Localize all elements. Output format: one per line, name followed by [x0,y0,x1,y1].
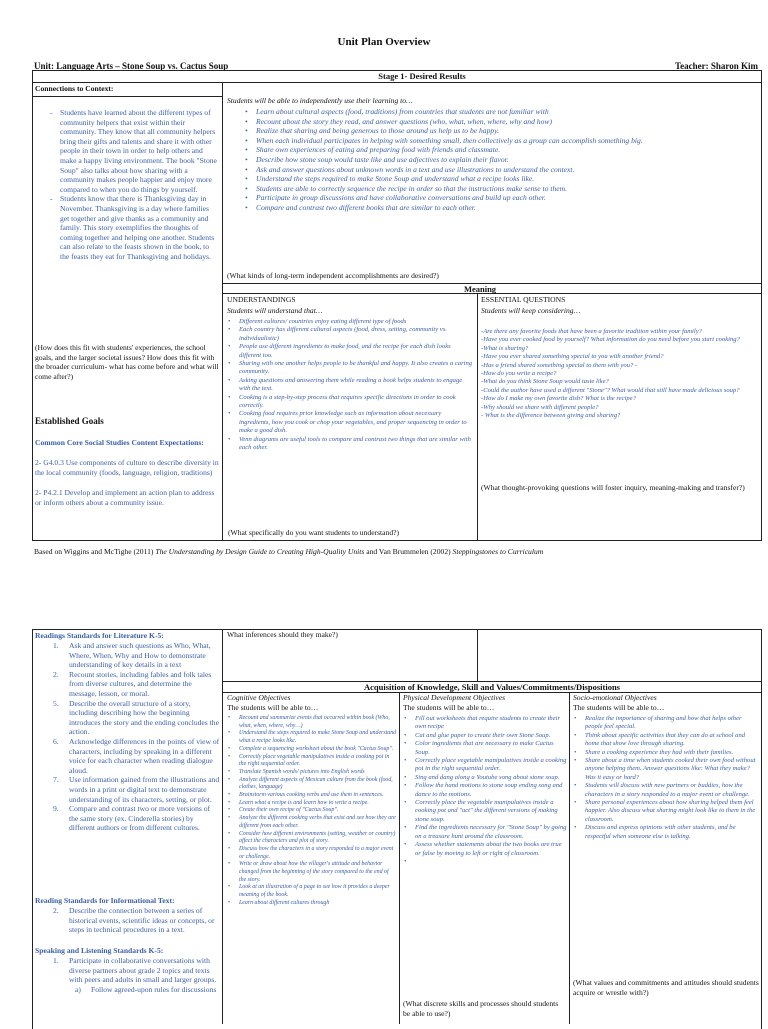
socio-item: • Realize the importance of sharing and how that helps other people feel special. [573,715,759,732]
meaning-header: Meaning [463,284,497,294]
transfer-item: • Understand the steps required to make Stone Soup and understand what a recipe looks like. [244,174,744,184]
eq-item: -Are there any favorite foods that have been a favorite tradition within your family? [481,328,702,335]
understanding-item: • Sharing with one another helps people to be thankful and happy. It also creates a caring community. [227,360,473,377]
eq-prompt: (What thought-provoking questions will foster inquiry, meaning-making and transfer?) [481,483,745,492]
transfer-item: • Realize that sharing and being generous to those around us help us to be happy. [244,126,744,136]
eq-list [481,328,759,420]
cognitive-item: • Analyze the different cooking verbs that exist and see how they are different from each other. [227,815,397,830]
cognitive-item: • Brainstorm various cooking verbs and use them in sentences. [227,792,397,800]
physical-header: Physical Development Objectives [403,693,506,702]
transfer-item: • Recount about the story they read, and answer questions (who, what, when, where, why and how) [244,117,744,127]
transfer-prompt: (What kinds of long-term independent accomplishments are desired?) [227,271,439,280]
socio-item: • Discuss and express opinions with other students, and be respectful when someone else is talking. [573,824,759,841]
understanding-item: • Venn diagrams are useful tools to compare and contrast two things that are similar with each other. [227,436,473,453]
speak-standards-header: Speaking and Listening Standards K-5: [35,946,164,955]
goals-header: Established Goals [35,416,104,426]
cognitive-list [227,715,397,908]
lit-standard-item: 9. Compare and contrast two or more versions of the same story (ex. Cinderella stories) by different authors or from different cultures. [53,804,211,833]
cognitive-item: • Consider how different environments (setting, weather or country) affect the characters and plot of story. [227,831,397,846]
cognitive-item: • Create their own recipe of "Cactus Soup". [227,807,397,815]
understandings-header: UNDERSTANDINGS [227,295,296,304]
speak-standard-item: a) Follow agreed-upon rules for discussions [75,984,217,994]
goals-subheader: Common Core Social Studies Content Expectations: [35,438,204,447]
cognitive-item: • Understand the steps required to make Stone Soup and understand what a recipe looks like. [227,730,397,745]
transfer-item: • Compare and contrast two different books that are similar to each other. [244,203,744,213]
lit-standard-item: 7. Use information gained from the illustrations and words in a print or digital text to demonstrate understanding of its characters, setting, or plot. [53,775,220,804]
cognitive-lead: The students will be able to… [227,703,319,712]
understanding-item: • Asking questions and answering them while reading a book helps students to engage with the text. [227,377,473,394]
info-standards-list [35,906,220,935]
socio-prompt: (What values and commitments and attitudes should students acquire or wrestle with?) [573,978,759,997]
cognitive-item: • Translate Spanish words/ pictures into English words [227,769,397,777]
socio-item: • Students will discuss with new partners or buddies, how the characters in a story responded to a major event or challenge. [573,782,759,799]
physical-item: • Fill out worksheets that require students to create their own recipe [403,715,567,732]
transfer-item: • Participate in group discussions and have collaborative conversations and build up each other. [244,193,744,203]
socio-list [573,715,759,841]
physical-item: • Correctly place vegetable manipulatives inside a cooking pot in the right sequential order. [403,757,567,774]
eq-item: -What do you think Stone Soup would taste like? [481,378,609,386]
understanding-item: • Cooking is a step-by-step process that requires specific directions in order to cook correctly. [227,394,473,411]
transfer-item: • Share own experiences of eating and preparing food with friends and classmate. [244,145,744,155]
cognitive-item: • Look at an illustration of a page to see how it provides a deeper meaning of the book. [227,884,397,899]
footer-title-2: Steppingstones to Curriculum [452,547,544,556]
footer-text-2: and Van Brummelen (2002) [364,547,453,556]
eq-item: -What is sharing? [481,344,529,352]
source-footer [34,547,543,556]
understanding-item: • People use different ingredients to make food, and the recipe for each dish looks different too. [227,343,473,360]
socio-item: • Share a cooking experience they had with their families. [573,749,759,757]
eq-item: - What is the difference between giving and sharing? [481,412,621,420]
physical-item: • Color ingredients that are necessary to make Cactus Soup. [403,740,567,757]
lit-standards-header: Readings Standards for Literature K-5: [35,631,164,640]
eq-item: -Has a friend shared something special to them with you? - [481,361,638,369]
connections-prompt: (How does this fit with students' experiences, the school goals, and the larger societal issues? How does this fit with the broader curriculum- what has come before and what will come after?) [35,343,219,381]
understandings-prompt: (What specifically do you want students to understand?) [228,528,400,537]
cognitive-item: • Learn what a recipe is and learn how to write a recipe. [227,800,397,808]
footer-title-1: The Understanding by Design Guide to Creating High-Quality Units [155,547,365,556]
unit-label: Unit: Language Arts – Stone Soup vs. Cactus Soup [34,61,229,71]
lit-standard-item: 2. Recount stories, including fables and folk tales from diverse cultures, and determine the message, lesson, or moral. [53,669,212,698]
physical-item: • Find the ingredients necessary for "Stone Soup" by going on a treasure hunt around the classroom. [403,824,567,841]
footer-text: Based on Wiggins and McTighe (2011) [34,547,156,556]
inference-prompt: What inferences should they make?) [227,630,338,639]
lit-standard-item: 1. Ask and answer such questions as Who, What, Where, When, Why and How to demonstrate understanding of key details in a text [53,641,211,670]
physical-item: • Correctly place the vegetable manipulatives inside a cooking pot and "act" the different versions of making stone soup. [403,799,567,824]
understanding-item: • Different cultures/ countries enjoy eating different type of foods [227,318,473,326]
eq-item: -Why should we share with different people? [481,403,599,411]
transfer-item: • Learn about cultural aspects (food, traditions) from countries that students are not familiar with [244,107,744,117]
physical-item: • Sing and dang along a Youtube song about stone soup. [403,774,567,782]
lit-standards-list [35,641,220,833]
cognitive-item: • Recount and summarize events that occurred within book (Who, what, when, where, why…) [227,715,397,730]
goals-item: 2- P4.2.1 Develop and implement an action plan to address or inform others about a community issue. [35,488,215,507]
goals-item: 2- G4.0.3 Use components of culture to describe diversity in the local community (foods, language, religion, traditions) [35,458,219,477]
speak-standards-list [35,956,220,994]
understandings-list [227,318,473,453]
physical-list [403,715,567,858]
acquisition-header: Acquisition of Knowledge, Skill and Values/Commitments/Dispositions [364,682,620,692]
understanding-item: • Cooking food requires prior knowledge such as information about necessary ingredients, how you cook or chop your vegetables, and proper sequencing in order to make a good dish. [227,410,473,435]
physical-lead: The students will be able to… [403,703,495,712]
understandings-lead: Students will understand that… [227,306,323,315]
cognitive-item: • Learn about different cultures through [227,900,397,908]
lit-standard-item: 5. Describe the overall structure of a story, including describing how the beginning introduces the story and the ending concludes the action. [53,698,219,737]
transfer-item: • Describe how stone soup would taste like and use adjectives to explain their flavor. [244,155,744,165]
cognitive-item: • Correctly place vegetable manipulatives inside a cooking pot in the right sequential order. [227,754,397,769]
physical-item: • Assess whether statements about the two books are true or false by moving to left or right of classroom. [403,841,567,858]
page-title: Unit Plan Overview [337,36,431,48]
transfer-item: • Ask and answer questions about unknown words in a text and use illustrations to understand the context. [244,165,744,175]
socio-lead: The students will be able to… [573,703,665,712]
socio-item: • Think about specific activities that they can do at school and home that show love through sharing. [573,732,759,749]
eq-item: -How do I make my own favorite dish? What is the recipe? [481,395,636,403]
teacher-label: Teacher: Sharon Kim [674,61,758,71]
cognitive-item: • Write or draw about how the villager's attitude and behavior changed from the beginning of the story compared to the end of the story. [227,861,397,884]
connections-header: Connections to Context: [35,84,114,93]
eq-item: -Have you ever shared something special to you with another friend? [481,353,664,361]
lit-standard-item: 6. Acknowledge differences in the points of view of characters, including by speaking in a different voice for each character when reading dialogue aloud. [53,736,220,775]
eq-item: -How do you write a recipe? [481,370,557,378]
transfer-item: • When each individual participates in helping with something small, then collectively as a group can accomplish something big. [244,136,744,146]
info-standards-header: Reading Standards for Informational Text: [35,896,175,905]
stage1-header: Stage 1- Desired Results [378,71,466,81]
transfer-lead: Students will be able to independently use their learning to… [227,96,413,105]
understanding-item: • Each country has different cultural aspects (food, dress, setting, community vs. individualistic) [227,326,473,343]
connections-item: - Students have learned about the different types of community helpers that exist within their community. They know that all community helpers bring their gifts and talents and share it with other people in their town in order to help others and make a happy living environment. The book "Stone Soup" also talks about how sharing with a community makes people happier and enjoy more compared to when you do things by yourself. [34,108,220,194]
socio-header: Socio-emotional Objectives [573,693,657,702]
eq-item: -Have you ever cooked food by yourself? What information do you need before you start cooking? [481,336,740,344]
transfer-item: • Students are able to correctly sequence the recipe in order so that the instructions make sense to them. [244,184,744,194]
cognitive-item: • Discuss how the characters in a story responded to a major event or challenge. [227,846,397,861]
physical-prompt: (What discrete skills and processes should students be able to use?) [403,999,559,1018]
socio-item: • Share personal experiences about how sharing helped them feel happier. Also discuss what sharing might look like to them in the classroom. [573,799,759,824]
connections-item: - Students know that there is Thanksgiving day in November. Thanksgiving is a day where families get together and give thanks as a community and family. This story exemplifies the thoughts of coming together and helping one another. Students can also relate to the feasts shown in the book, to the feasts they eat for Thanksgiving and holidays. [34,194,220,261]
speak-standard-item: 1. Participate in collaborative conversations with diverse partners about grade 2 topics and texts with peers and adults in small and larger groups. [53,956,217,985]
cognitive-item: • Complete a sequencing worksheet about the book "Cactus Soup". [227,746,397,754]
socio-item: • Share about a time when students cooked their own food without anyone helping them. Answer questions like: What they make? Was it easy or hard? [573,757,759,782]
cognitive-header: Cognitive Objectives [227,693,291,702]
eq-lead: Students will keep considering… [481,306,581,315]
connections-list [34,108,220,262]
info-standard-item: 2. Describe the connection between a series of historical events, scientific ideas or concepts, or steps in technical procedures in a text. [53,906,215,935]
eq-item: -Could the author have used a different "Stone"? What would that still have made delicious soup? [481,386,740,394]
transfer-list [244,107,744,213]
eq-header: ESSENTIAL QUESTIONS [481,295,566,304]
cognitive-item: • Analyze different aspects of Mexican culture from the book (food, clothes, language) [227,777,397,792]
physical-item: • Follow the hand motions to stone soup ending song and dance to the motions. [403,782,567,799]
physical-item: • Cut and glue paper to create their own Stone Soup. [403,732,567,740]
